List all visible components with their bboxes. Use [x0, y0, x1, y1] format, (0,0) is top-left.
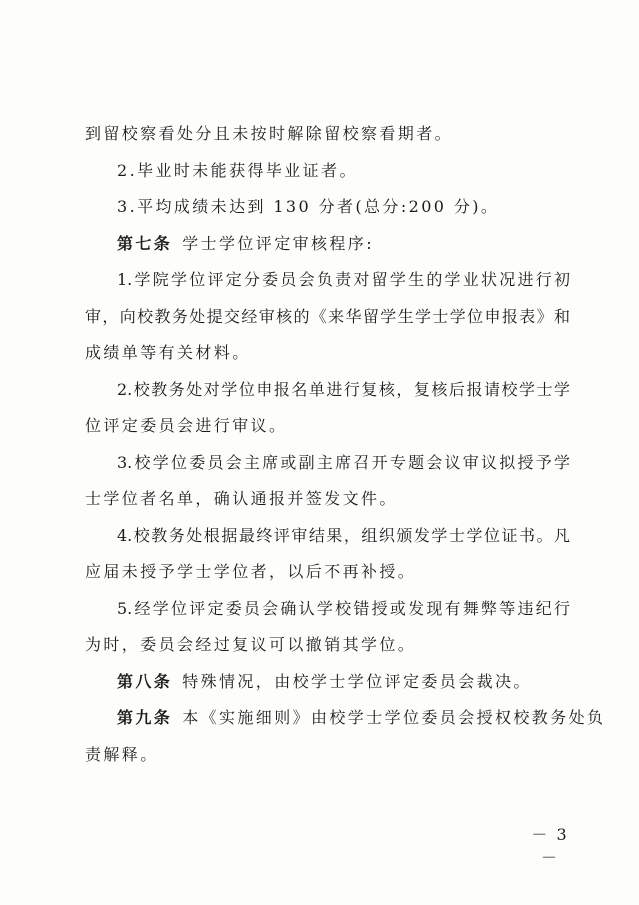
article-heading-line	[85, 664, 570, 701]
paragraph-line: 到留校察看处分且未按时解除留校察看期者。	[85, 124, 454, 143]
article-text: 特殊情况，由校学士学位评定委员会裁决。	[182, 671, 532, 691]
paragraph-line: 2.毕业时未能获得毕业证者。	[117, 160, 358, 180]
page-number: － 3 －	[531, 825, 569, 867]
article-label: 第八条	[117, 671, 173, 691]
article-heading-line	[85, 700, 606, 737]
article-text: 本《实施细则》由校学士学位委员会授权校教务处负	[182, 708, 606, 727]
paragraph-line: 位评定委员会进行审议。	[85, 416, 288, 435]
paragraph-line: 为时，委员会经过复议可以撤销其学位。	[85, 635, 417, 654]
paragraph-line: 责解释。	[85, 744, 159, 764]
paragraph-line: 5.经学位评定委员会确认学校错授或发现有舞弊等违纪行	[117, 598, 570, 618]
paragraph-line: 2.校教务处对学位申报名单进行复核，复核后报请校学士学	[117, 379, 570, 399]
paragraph-line: 审，向校教务处提交经审核的《来华留学生学士学位申报表》和	[85, 306, 570, 326]
article-heading-line	[85, 226, 570, 263]
article-text: 学士学位评定审核程序:	[182, 233, 374, 253]
paragraph-line: 4.校教务处根据最终评审结果，组织颁发学士学位证书。凡	[117, 525, 570, 545]
document-body	[85, 116, 606, 773]
paragraph-line: 3.平均成绩未达到 130 分者(总分:200 分)。	[117, 197, 500, 216]
paragraph-line: 应届未授予学士学位者，以后不再补授。	[85, 562, 417, 581]
paragraph-line: 成绩单等有关材料。	[85, 343, 251, 362]
paragraph-line: 1.学院学位评定分委员会负责对留学生的学业状况进行初	[117, 270, 570, 289]
article-label: 第九条	[117, 708, 173, 727]
article-label: 第七条	[117, 233, 173, 253]
paragraph-line: 士学位者名单，确认通报并签发文件。	[85, 489, 398, 508]
paragraph-line: 3.校学位委员会主席或副主席召开专题会议审议拟授予学	[117, 452, 570, 472]
